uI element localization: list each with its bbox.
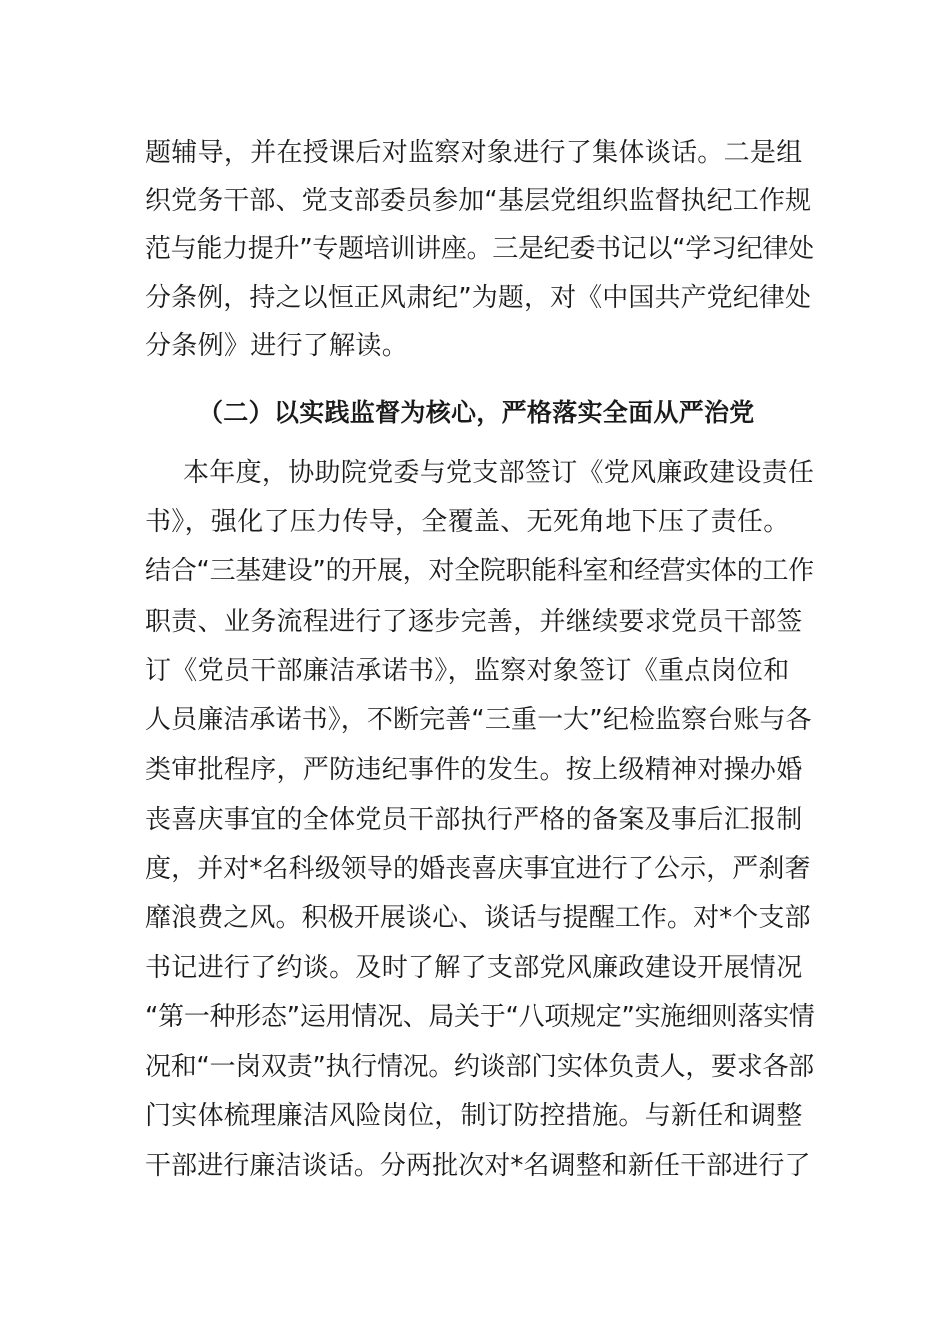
paragraph-line: 题辅导，并在授课后对监察对象进行了集体谈话。二是组 [145, 138, 803, 168]
section-heading: （二）以实践监督为核心，严格落实全面从严治党 [198, 398, 755, 427]
paragraph-line: 丧喜庆事宜的全体党员干部执行严格的备案及事后汇报制 [145, 805, 803, 835]
paragraph-line: “第一种形态”运用情况、局关于“八项规定”实施细则落实情 [145, 1002, 815, 1032]
paragraph-line: 分条例，持之以恒正风肃纪”为题，对《中国共产党纪律处 [145, 283, 812, 313]
paragraph-line: 人员廉洁承诺书》，不断完善“三重一大”纪检监察台账与各 [145, 705, 812, 735]
paragraph-line: 订《党员干部廉洁承诺书》，监察对象签订《重点岗位和 [145, 656, 790, 686]
paragraph-line: 范与能力提升”专题培训讲座。三是纪委书记以“学习纪律处 [145, 234, 814, 264]
paragraph-line: 书》，强化了压力传导，全覆盖、无死角地下压了责任。 [145, 507, 790, 537]
paragraph-line: 况和“一岗双责”执行情况。约谈部门实体负责人，要求各部 [145, 1052, 814, 1082]
paragraph-line: 职责、业务流程进行了逐步完善，并继续要求党员干部签 [145, 607, 803, 637]
paragraph-line: 干部进行廉洁谈话。分两批次对*名调整和新任干部进行了 [145, 1151, 811, 1181]
paragraph-line: 靡浪费之风。积极开展谈心、谈话与提醒工作。对*个支部 [145, 903, 811, 933]
paragraph-line: 织党务干部、党支部委员参加“基层党组织监督执纪工作规 [145, 186, 812, 216]
paragraph-line: 本年度，协助院党委与党支部签订《党风廉政建设责任 [183, 458, 815, 488]
paragraph-line: 类审批程序，严防违纪事件的发生。按上级精神对操办婚 [145, 755, 803, 785]
paragraph-line: 分条例》进行了解读。 [145, 331, 409, 361]
paragraph-line: 门实体梳理廉洁风险岗位，制订防控措施。与新任和调整 [145, 1101, 803, 1131]
paragraph-line: 结合“三基建设”的开展，对全院职能科室和经营实体的工作 [145, 556, 814, 586]
paragraph-line: 书记进行了约谈。及时了解了支部党风廉政建设开展情况 [145, 953, 803, 983]
paragraph-line: 度，并对*名科级领导的婚丧喜庆事宜进行了公示，严刹奢 [145, 854, 811, 884]
